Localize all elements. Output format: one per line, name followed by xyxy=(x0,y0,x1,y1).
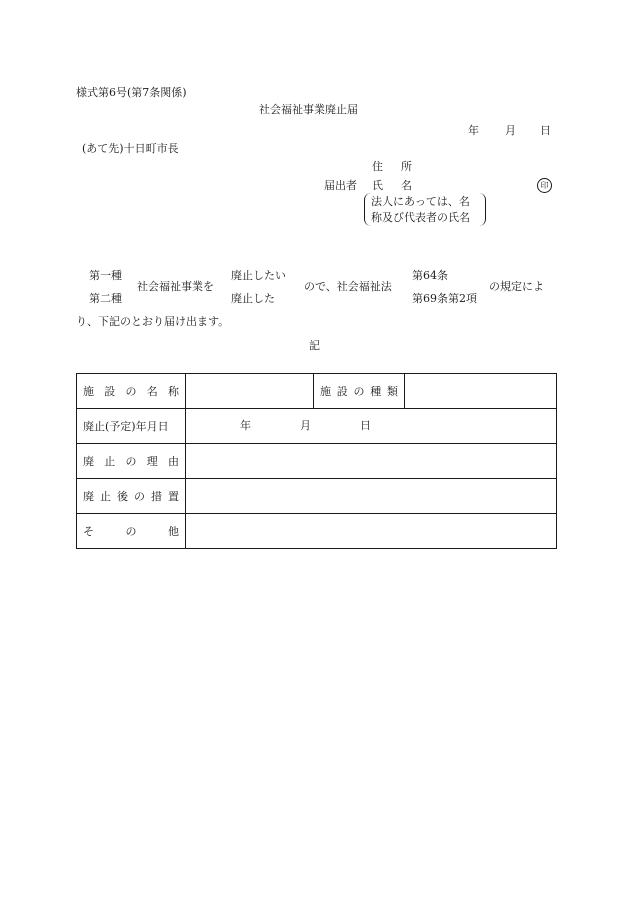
reason-field[interactable] xyxy=(186,444,557,479)
facility-name-field[interactable] xyxy=(186,374,314,409)
table-row xyxy=(77,374,557,409)
abolition-day-label: 日 xyxy=(360,419,371,432)
details-table xyxy=(76,373,557,549)
facility-type-field[interactable] xyxy=(405,374,557,409)
label-char: 止 xyxy=(104,455,116,468)
action-option-1: 廃止したい xyxy=(231,269,286,282)
page-title: 社会福祉事業廃止届 xyxy=(259,103,358,116)
label-char: の xyxy=(125,455,137,468)
label-char: 止 xyxy=(100,490,111,503)
label-char: 設 xyxy=(104,385,116,398)
label-char: 措 xyxy=(151,490,162,503)
corporate-note-line2: 称及び代表者の氏名 xyxy=(371,211,470,224)
corporate-note-line1: 法人にあっては、名 xyxy=(371,195,470,208)
facility-type-label-cell xyxy=(314,374,405,409)
type-option-1: 第一種 xyxy=(89,269,122,282)
label-char: 称 xyxy=(168,385,179,398)
facility-name-label-cell xyxy=(77,374,186,409)
form-number: 様式第6号(第7条関係) xyxy=(76,86,187,99)
address-label-1: 住 xyxy=(372,160,383,173)
label-char: 類 xyxy=(387,385,398,398)
table-row xyxy=(77,479,557,514)
article-option-1: 第64条 xyxy=(412,269,448,282)
table-row xyxy=(77,514,557,549)
label-char: 設 xyxy=(336,385,348,398)
type-option-2: 第二種 xyxy=(89,292,122,305)
abolition-date-label: 廃止(予定)年月日 xyxy=(77,409,186,444)
other-label-cell xyxy=(77,514,186,549)
label-char: 理 xyxy=(146,455,158,468)
name-label-2: 名 xyxy=(401,179,412,192)
action-option-2: 廃止した xyxy=(231,292,275,305)
abolition-date-field[interactable] xyxy=(186,409,557,444)
table-row xyxy=(77,409,557,444)
date-year-label: 年 xyxy=(468,124,479,137)
measures-field[interactable] xyxy=(186,479,557,514)
address-label-2: 所 xyxy=(401,160,412,173)
date-month-label: 月 xyxy=(505,124,516,137)
label-char: の xyxy=(134,490,145,503)
label-char: 他 xyxy=(168,525,179,538)
article-option-2: 第69条第2項 xyxy=(412,292,477,305)
label-char: の xyxy=(125,525,137,538)
ki-heading: 記 xyxy=(309,339,320,352)
label-char: 置 xyxy=(168,490,179,503)
label-char: 由 xyxy=(168,455,179,468)
name-label-1: 氏 xyxy=(372,179,383,192)
label-char: 施 xyxy=(83,385,94,398)
label-char: 名 xyxy=(146,385,158,398)
label-char: 廃 xyxy=(83,490,94,503)
provision-suffix: の規定によ xyxy=(489,280,544,293)
reason-label-cell xyxy=(77,444,186,479)
label-char: 種 xyxy=(370,385,382,398)
business-text: 社会福祉事業を xyxy=(137,280,214,293)
abolition-year-label: 年 xyxy=(240,419,251,432)
seal-mark: 印 xyxy=(537,178,552,193)
label-char: そ xyxy=(83,525,94,538)
label-char: の xyxy=(353,385,365,398)
label-char: の xyxy=(125,385,137,398)
law-text: ので、社会福祉法 xyxy=(304,280,392,293)
notifier-label: 届出者 xyxy=(324,179,357,192)
measures-label-cell xyxy=(77,479,186,514)
label-char: 施 xyxy=(320,385,331,398)
body-continuation: り、下記のとおり届け出ます。 xyxy=(76,315,230,328)
table-row xyxy=(77,444,557,479)
addressee: (あて先)十日町市長 xyxy=(82,142,179,155)
date-day-label: 日 xyxy=(540,124,551,137)
other-field[interactable] xyxy=(186,514,557,549)
label-char: 廃 xyxy=(83,455,94,468)
abolition-month-label: 月 xyxy=(300,419,311,432)
label-char: 後 xyxy=(117,490,128,503)
